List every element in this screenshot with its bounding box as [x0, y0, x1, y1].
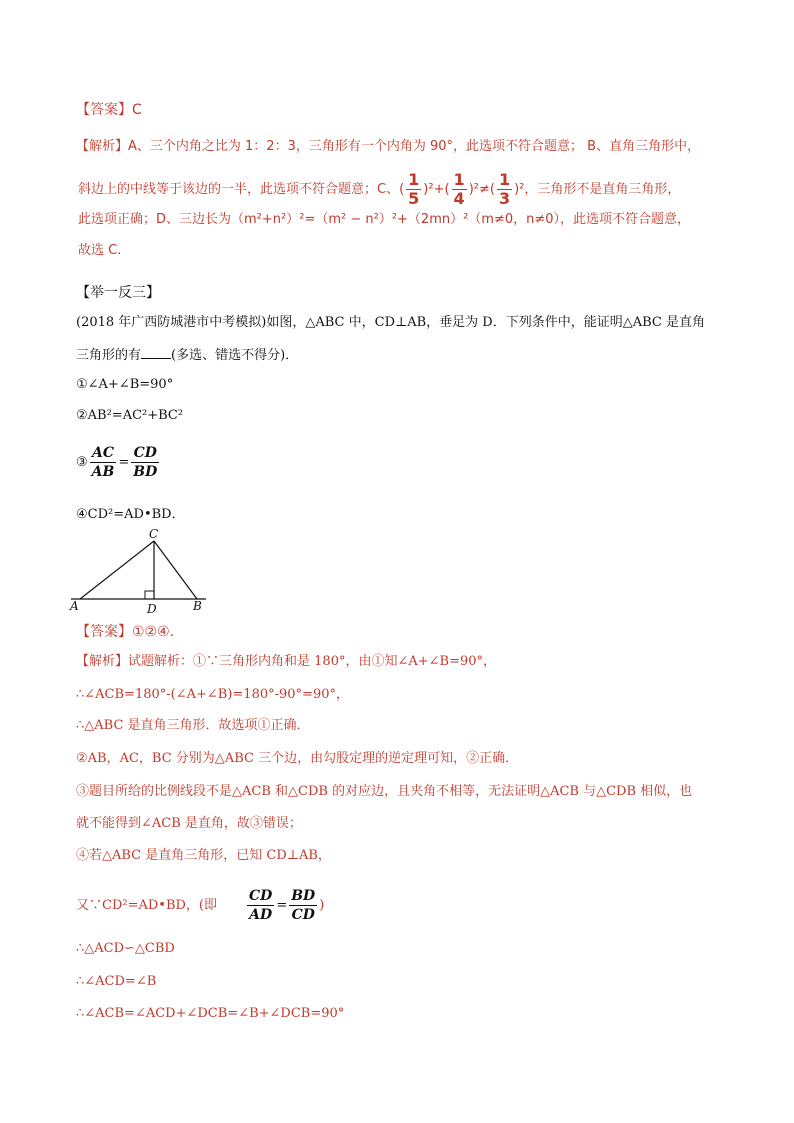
equals-sign-2: = [276, 898, 288, 913]
fraction-cd-ad: $\frac{CD}{AD}$ [249, 888, 273, 923]
side-bc [154, 541, 197, 599]
analysis2-line-11: ∴∠ACB=∠ACD+∠DCB=∠B+∠DCB=90° [76, 1006, 345, 1021]
fraction-bd-cd: $\frac{BD}{CD}$ [291, 888, 316, 923]
analysis2-line-9: ∴△ACD∽△CBD [76, 941, 175, 956]
analysis2-line-8 [76, 883, 324, 929]
answer-value: C [132, 102, 142, 118]
answer-value-2: ①②④. [132, 624, 175, 640]
label-c: C [149, 527, 159, 541]
analysis2-line-2: ∴∠ACB=180°-(∠A+∠B)=180°-90°=90°， [76, 687, 349, 702]
analysis1-text-2b: )²+( [423, 182, 450, 197]
fraction-one-third: $\frac{1}{3}$ [498, 170, 511, 208]
problem-text-2a: 三角形的有 [76, 348, 142, 363]
answer-line-1 [76, 100, 142, 120]
fraction-one-fifth: $\frac{1}{5}$ [408, 170, 420, 208]
right-angle-mark [145, 591, 154, 599]
label-b: B [193, 599, 202, 613]
analysis2-line-7: ④若△ABC 是直角三角形，已知 CD⊥AB， [76, 848, 331, 863]
analysis2-line-1 [76, 652, 496, 672]
analysis-label: 【解析】 [76, 139, 129, 154]
option-2: ②AB²=AC²+BC² [76, 408, 184, 423]
analysis2-text-8a: 又∵CD²=AD•BD，(即 [76, 898, 218, 913]
analysis2-line-3: ∴△ABC 是直角三角形．故选项①正确． [76, 718, 310, 733]
fraction-cd-bd: $\frac{CD}{BD}$ [133, 445, 158, 480]
option-4: ④CD²=AD•BD． [76, 507, 185, 522]
option-3 [76, 443, 161, 483]
problem-text-2b: (多选、错选不得分)． [171, 348, 299, 363]
analysis2-text-8b: ) [319, 898, 325, 913]
answer-label: 【答案】 [76, 102, 132, 118]
analysis1-line-1 [76, 137, 700, 157]
analysis1-line-4: 故选 C. [78, 243, 122, 258]
section-title: 【举一反三】 [76, 285, 160, 301]
option-1: ①∠A+∠B=90° [76, 377, 174, 392]
fraction-ac-ab: $\frac{AC}{AB}$ [91, 445, 115, 480]
analysis2-line-5: ③题目所给的比例线段不是△ACB 和△CDB 的对应边，且夹角不相等，无法证明△ACB 与△CDB 相似，也 [76, 784, 693, 799]
side-ac [80, 541, 154, 599]
problem-line-1: (2018 年广西防城港市中考模拟)如图，△ABC 中，CD⊥AB，垂足为 D．下列条件中，能证明△ABC 是直角 [76, 315, 705, 330]
analysis1-text-2d: )²，三角形不是直角三角形， [514, 182, 681, 197]
answer-line-2 [76, 622, 174, 642]
analysis1-line-2 [78, 170, 680, 210]
fraction-one-fourth: $\frac{1}{4}$ [453, 170, 465, 208]
analysis2-line-4: ②AB，AC，BC 分别为△ABC 三个边，由勾股定理的逆定理可知，②正确． [76, 751, 519, 766]
analysis2-text-1: 试题解析：①∵三角形内角和是 180°，由①知∠A+∠B=90°， [128, 654, 497, 669]
analysis1-line-3: 此选项正确；D、三边长为（m²+n²）²=（m² − n²）²+（2mn）²（m≠0，n≠0），此选项不符合题意， [78, 212, 691, 227]
analysis1-text-2c: )²≠( [468, 182, 495, 197]
label-d: D [147, 602, 157, 616]
answer-blank [141, 344, 171, 359]
equals-sign: = [118, 455, 130, 470]
problem-line-2 [76, 344, 298, 366]
triangle-figure [66, 524, 216, 616]
label-a: A [70, 599, 79, 613]
analysis2-line-6: 就不能得到∠ACB 是直角，故③错误； [76, 816, 302, 831]
option-3-mark: ③ [76, 455, 88, 470]
analysis-label-2: 【解析】 [76, 654, 129, 669]
analysis2-line-10: ∴∠ACD=∠B [76, 974, 157, 989]
answer-label-2: 【答案】 [76, 624, 132, 640]
analysis1-text-2a: 斜边上的中线等于该边的一半，此选项不符合题意；C、( [78, 182, 405, 197]
analysis1-text-1: A、三个内角之比为 1：2：3，三角形有一个内角为 90°，此选项不符合题意； B、直角三角形中， [128, 139, 701, 154]
